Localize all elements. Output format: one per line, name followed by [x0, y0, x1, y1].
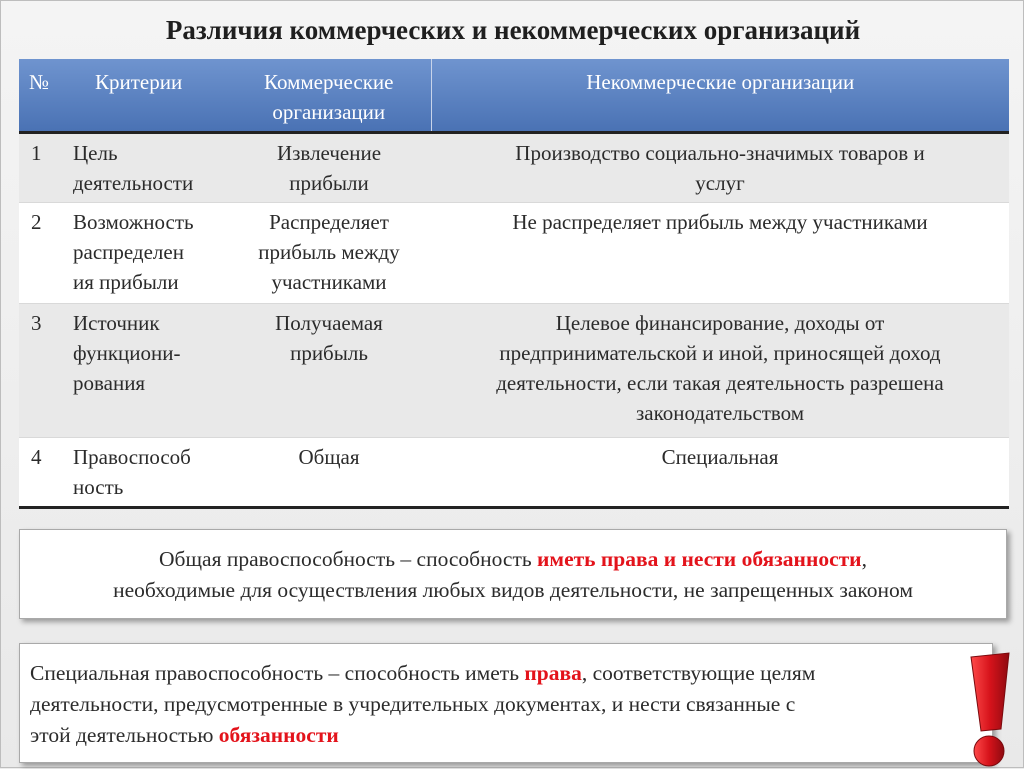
note-text: Специальная правоспособность – способность иметь	[30, 661, 525, 685]
cell-line: Получаемая	[275, 311, 383, 335]
row-criterion	[59, 203, 227, 304]
note-highlight: иметь права и нести обязанности	[537, 547, 862, 571]
row-commercial	[227, 304, 431, 438]
note-text: этой деятельностью	[30, 723, 219, 747]
table-header-row	[19, 59, 1009, 133]
cell-line: Не распределяет прибыль между участниками	[512, 210, 928, 234]
cell-line: прибыль между	[258, 240, 400, 264]
page-title: Различия коммерческих и некоммерческих организаций	[165, 15, 861, 45]
cell-line: Извлечение	[276, 141, 382, 165]
header-commercial: Коммерческие организации	[227, 59, 431, 133]
header-criteria: Критерии	[59, 59, 227, 133]
row-noncommercial	[431, 133, 1009, 203]
cell-line: деятельности, если такая деятельность разрешена	[496, 371, 944, 395]
cell-line: ность	[73, 475, 124, 499]
row-number: 4	[19, 438, 59, 508]
note-line	[26, 544, 1000, 575]
cell-line: Производство социально-значимых товаров и	[515, 141, 925, 165]
exclamation-icon	[957, 651, 1019, 769]
cell-line: Цель	[73, 141, 118, 165]
special-capacity-note	[19, 643, 993, 763]
row-commercial	[227, 133, 431, 203]
row-number: 1	[19, 133, 59, 203]
note-text: ,	[861, 547, 867, 571]
row-noncommercial	[431, 203, 1009, 304]
cell-line: прибыли	[289, 171, 369, 195]
row-commercial	[227, 203, 431, 304]
cell-line: предпринимательской и иной, приносящей доход	[499, 341, 941, 365]
cell-line: рования	[73, 371, 146, 395]
cell-line: Специальная	[661, 445, 779, 469]
row-criterion	[59, 304, 227, 438]
cell-line: Правоспособ	[73, 445, 191, 469]
row-noncommercial	[431, 438, 1009, 508]
row-number: 2	[19, 203, 59, 304]
note-line	[30, 658, 982, 689]
table-row	[19, 438, 1009, 508]
row-criterion	[59, 133, 227, 203]
note-highlight: права	[524, 661, 582, 685]
header-noncommercial: Некоммерческие организации	[431, 59, 1009, 133]
cell-line: законодательством	[635, 401, 805, 425]
row-criterion	[59, 438, 227, 508]
cell-line: прибыль	[290, 341, 368, 365]
cell-line: ия прибыли	[73, 270, 179, 294]
cell-line: деятельности	[73, 171, 194, 195]
table-row	[19, 203, 1009, 304]
table-row	[19, 133, 1009, 203]
row-number: 3	[19, 304, 59, 438]
cell-line: распределен	[73, 240, 184, 264]
comparison-table	[19, 59, 1009, 509]
note-line: деятельности, предусмотренные в учредительных документах, и нести связанные с	[30, 692, 796, 716]
cell-line: Источник	[73, 311, 160, 335]
note-line: необходимые для осуществления любых видов деятельности, не запрещенных законом	[113, 578, 913, 602]
note-text: Общая правоспособность – способность	[159, 547, 538, 571]
cell-line: Распределяет	[269, 210, 389, 234]
cell-line: функциони-	[73, 341, 181, 365]
cell-line: участниками	[271, 270, 387, 294]
note-text: , соответствующие целям	[581, 661, 816, 685]
table-row	[19, 304, 1009, 438]
note-line	[30, 720, 982, 751]
exclamation-icon-svg	[957, 651, 1019, 769]
row-commercial	[227, 438, 431, 508]
row-noncommercial	[431, 304, 1009, 438]
header-number: №	[19, 59, 59, 133]
cell-line: Возможность	[73, 210, 194, 234]
cell-line: услуг	[695, 171, 745, 195]
cell-line: Целевое финансирование, доходы от	[555, 311, 885, 335]
note-highlight: обязанности	[218, 723, 339, 747]
general-capacity-note	[19, 529, 1007, 619]
cell-line: Общая	[298, 445, 360, 469]
